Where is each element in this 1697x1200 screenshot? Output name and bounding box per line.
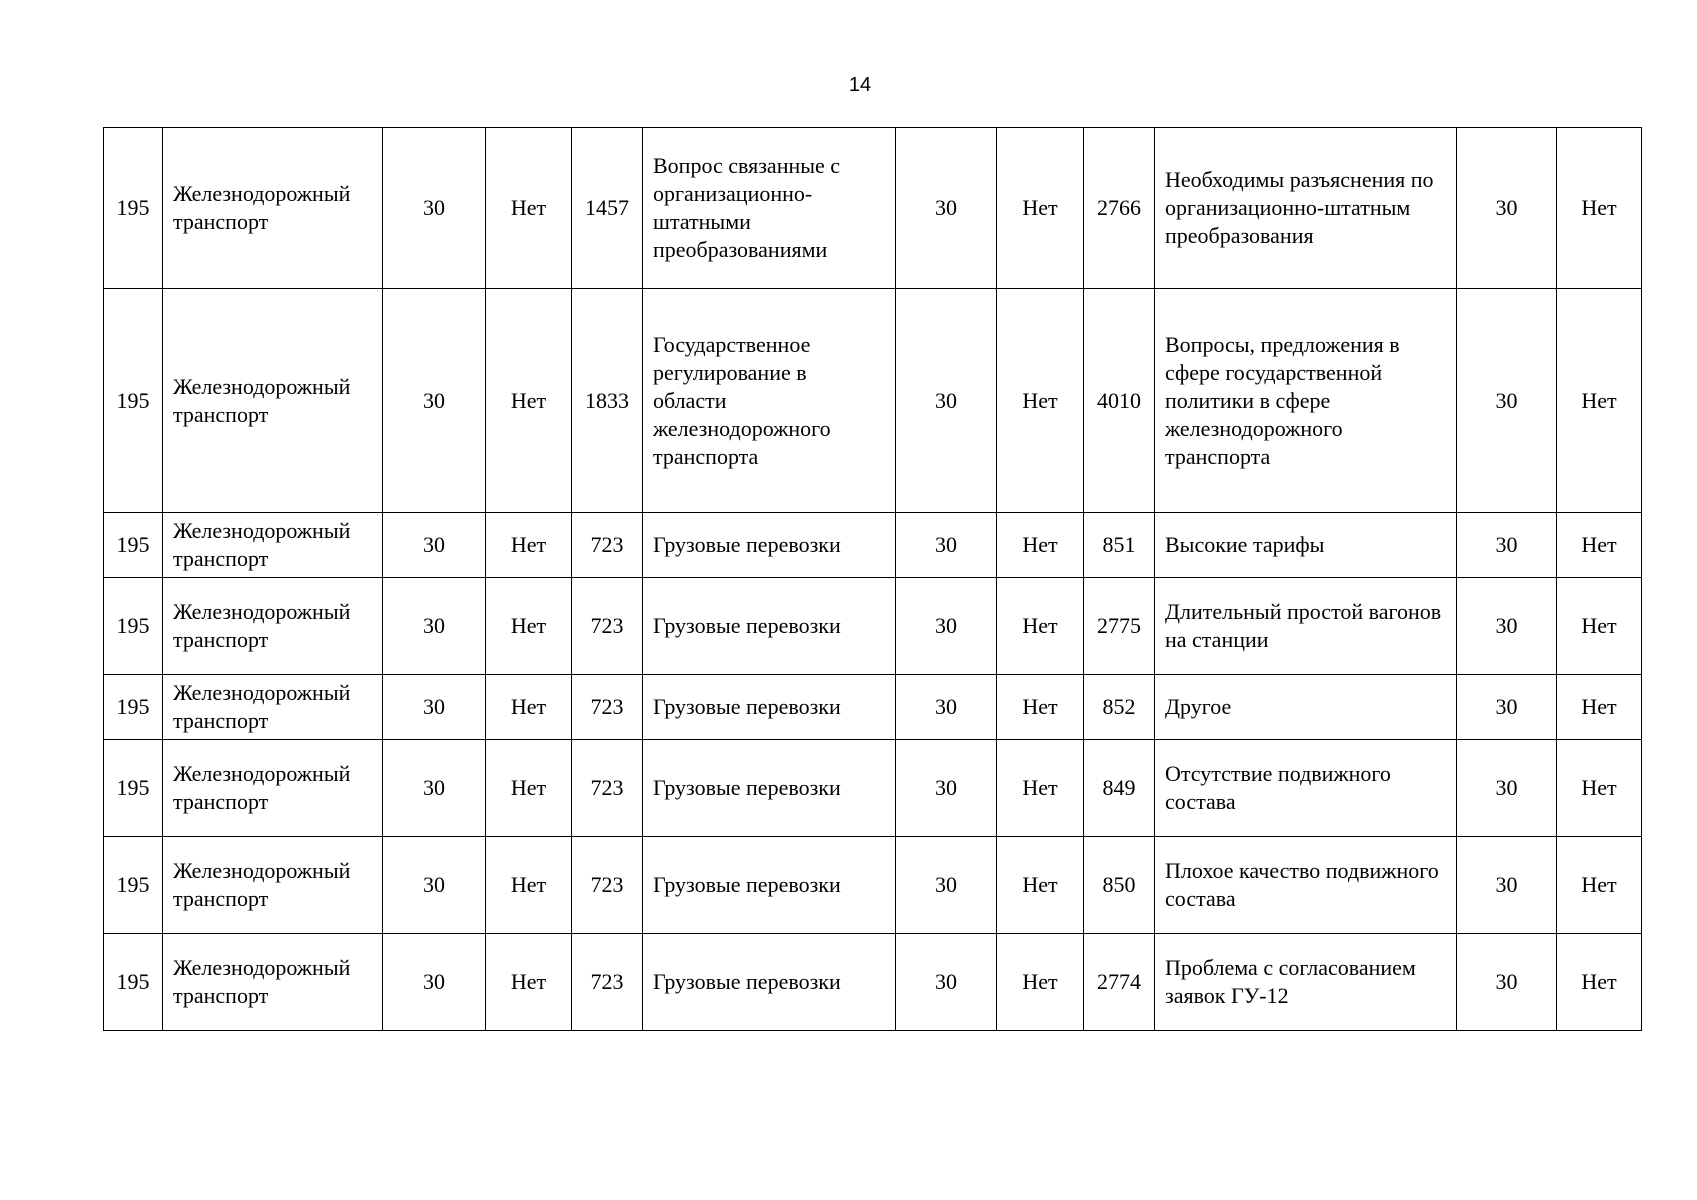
cell-flag: Нет <box>486 289 572 513</box>
cell-question: Отсутствие подвижного состава <box>1155 740 1457 837</box>
cell-topic-days: 30 <box>896 934 997 1031</box>
cell-days: 30 <box>383 128 486 289</box>
cell-topic-flag: Нет <box>997 513 1084 578</box>
cell-days: 30 <box>383 289 486 513</box>
cell-sphere: Железнодорожный транспорт <box>163 675 383 740</box>
cell-flag: Нет <box>486 128 572 289</box>
cell-topic-flag: Нет <box>997 934 1084 1031</box>
cell-question-code: 849 <box>1084 740 1155 837</box>
cell-question-code: 4010 <box>1084 289 1155 513</box>
cell-sphere: Железнодорожный транспорт <box>163 837 383 934</box>
cell-topic-days: 30 <box>896 289 997 513</box>
cell-topic: Грузовые перевозки <box>643 934 896 1031</box>
cell-question-flag: Нет <box>1557 934 1642 1031</box>
cell-topic-flag: Нет <box>997 578 1084 675</box>
cell-code: 195 <box>104 837 163 934</box>
cell-topic-code: 723 <box>572 740 643 837</box>
cell-question-flag: Нет <box>1557 128 1642 289</box>
cell-code: 195 <box>104 289 163 513</box>
table-row <box>104 289 1642 513</box>
cell-question-flag: Нет <box>1557 289 1642 513</box>
cell-question-days: 30 <box>1457 675 1557 740</box>
table-row <box>104 837 1642 934</box>
cell-topic-flag: Нет <box>997 837 1084 934</box>
cell-topic-days: 30 <box>896 837 997 934</box>
cell-topic: Грузовые перевозки <box>643 740 896 837</box>
cell-question-code: 2775 <box>1084 578 1155 675</box>
cell-topic: Грузовые перевозки <box>643 578 896 675</box>
cell-topic: Грузовые перевозки <box>643 837 896 934</box>
page-number: 14 <box>848 74 872 96</box>
table-row <box>104 934 1642 1031</box>
cell-topic-code: 723 <box>572 675 643 740</box>
cell-question-flag: Нет <box>1557 675 1642 740</box>
cell-topic-code: 723 <box>572 837 643 934</box>
cell-question: Высокие тарифы <box>1155 513 1457 578</box>
cell-question-flag: Нет <box>1557 740 1642 837</box>
cell-days: 30 <box>383 837 486 934</box>
cell-question-code: 852 <box>1084 675 1155 740</box>
cell-days: 30 <box>383 934 486 1031</box>
cell-question: Необходимы разъяснения по организационно-штатным преобразования <box>1155 128 1457 289</box>
cell-topic-code: 1833 <box>572 289 643 513</box>
cell-question-days: 30 <box>1457 128 1557 289</box>
cell-question-days: 30 <box>1457 578 1557 675</box>
cell-code: 195 <box>104 740 163 837</box>
cell-question-days: 30 <box>1457 934 1557 1031</box>
cell-days: 30 <box>383 740 486 837</box>
cell-days: 30 <box>383 578 486 675</box>
cell-code: 195 <box>104 513 163 578</box>
table-row <box>104 578 1642 675</box>
cell-sphere: Железнодорожный транспорт <box>163 934 383 1031</box>
cell-flag: Нет <box>486 513 572 578</box>
table-row <box>104 513 1642 578</box>
cell-question-flag: Нет <box>1557 578 1642 675</box>
cell-topic-code: 723 <box>572 513 643 578</box>
cell-sphere: Железнодорожный транспорт <box>163 578 383 675</box>
cell-flag: Нет <box>486 837 572 934</box>
cell-topic: Грузовые перевозки <box>643 675 896 740</box>
cell-days: 30 <box>383 513 486 578</box>
cell-question-days: 30 <box>1457 837 1557 934</box>
cell-question: Другое <box>1155 675 1457 740</box>
cell-topic-days: 30 <box>896 513 997 578</box>
cell-question: Проблема с согласованием заявок ГУ-12 <box>1155 934 1457 1031</box>
cell-topic-days: 30 <box>896 740 997 837</box>
cell-flag: Нет <box>486 578 572 675</box>
cell-topic-code: 723 <box>572 578 643 675</box>
cell-topic-days: 30 <box>896 675 997 740</box>
cell-topic-flag: Нет <box>997 675 1084 740</box>
cell-sphere: Железнодорожный транспорт <box>163 513 383 578</box>
cell-topic-code: 1457 <box>572 128 643 289</box>
cell-question-days: 30 <box>1457 289 1557 513</box>
cell-question-code: 2774 <box>1084 934 1155 1031</box>
cell-days: 30 <box>383 675 486 740</box>
cell-topic-flag: Нет <box>997 740 1084 837</box>
cell-question-days: 30 <box>1457 513 1557 578</box>
cell-topic: Государственное регулирование в области железнодорожного транспорта <box>643 289 896 513</box>
cell-topic-flag: Нет <box>997 128 1084 289</box>
table-row <box>104 675 1642 740</box>
cell-topic: Грузовые перевозки <box>643 513 896 578</box>
cell-sphere: Железнодорожный транспорт <box>163 289 383 513</box>
cell-code: 195 <box>104 578 163 675</box>
cell-topic-flag: Нет <box>997 289 1084 513</box>
cell-sphere: Железнодорожный транспорт <box>163 128 383 289</box>
cell-code: 195 <box>104 934 163 1031</box>
cell-flag: Нет <box>486 934 572 1031</box>
cell-question-flag: Нет <box>1557 837 1642 934</box>
cell-question-code: 850 <box>1084 837 1155 934</box>
cell-code: 195 <box>104 128 163 289</box>
cell-question: Вопросы, предложения в сфере государственной политики в сфере железнодорожного транспорта <box>1155 289 1457 513</box>
cell-question-days: 30 <box>1457 740 1557 837</box>
cell-question-code: 851 <box>1084 513 1155 578</box>
cell-topic-days: 30 <box>896 578 997 675</box>
cell-question-flag: Нет <box>1557 513 1642 578</box>
cell-topic-days: 30 <box>896 128 997 289</box>
cell-question: Длительный простой вагонов на станции <box>1155 578 1457 675</box>
cell-code: 195 <box>104 675 163 740</box>
cell-topic: Вопрос связанные с организационно-штатными преобразованиями <box>643 128 896 289</box>
cell-sphere: Железнодорожный транспорт <box>163 740 383 837</box>
cell-topic-code: 723 <box>572 934 643 1031</box>
cell-flag: Нет <box>486 675 572 740</box>
cell-question-code: 2766 <box>1084 128 1155 289</box>
table-row <box>104 128 1642 289</box>
cell-flag: Нет <box>486 740 572 837</box>
cell-question: Плохое качество подвижного состава <box>1155 837 1457 934</box>
data-table <box>103 127 1642 1031</box>
table-row <box>104 740 1642 837</box>
